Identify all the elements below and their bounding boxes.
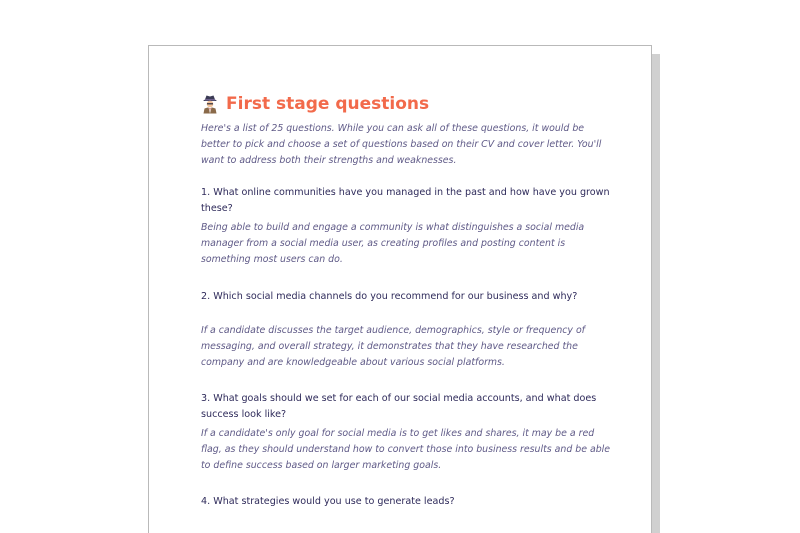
section-title: First stage questions — [226, 94, 430, 114]
question-3: 3. What goals should we set for each of our social media accounts, and what does success look like? — [201, 393, 597, 420]
question-2: 2. Which social media channels do you recommend for our business and why? — [201, 291, 578, 302]
detective-icon — [201, 94, 219, 114]
document-content — [201, 92, 611, 510]
answer-3: If a candidate's only goal for social media is to get likes and shares, it may be a red flag, as they should understand how to convert those into business results and be able to define success based on larger marketing goals. — [201, 428, 611, 471]
answer-2: If a candidate discusses the target audience, demographics, style or frequency of messaging, and overall strategy, it demonstrates that they have researched the company and are knowledgeable about various social platforms. — [201, 325, 585, 368]
section-intro: Here's a list of 25 questions. While you can ask all of these questions, it would be better to pick and choose a set of questions based on their CV and cover letter. You'll want to address both their strengths and weaknesses. — [201, 123, 602, 166]
question-1: 1. What online communities have you managed in the past and how have you grown these? — [201, 187, 610, 214]
section-header — [201, 92, 611, 116]
question-4: 4. What strategies would you use to generate leads? — [201, 496, 455, 507]
answer-1: Being able to build and engage a community is what distinguishes a social media manager from a social media user, as creating profiles and posting content is something most users can do. — [201, 222, 585, 265]
document-page — [148, 45, 652, 533]
